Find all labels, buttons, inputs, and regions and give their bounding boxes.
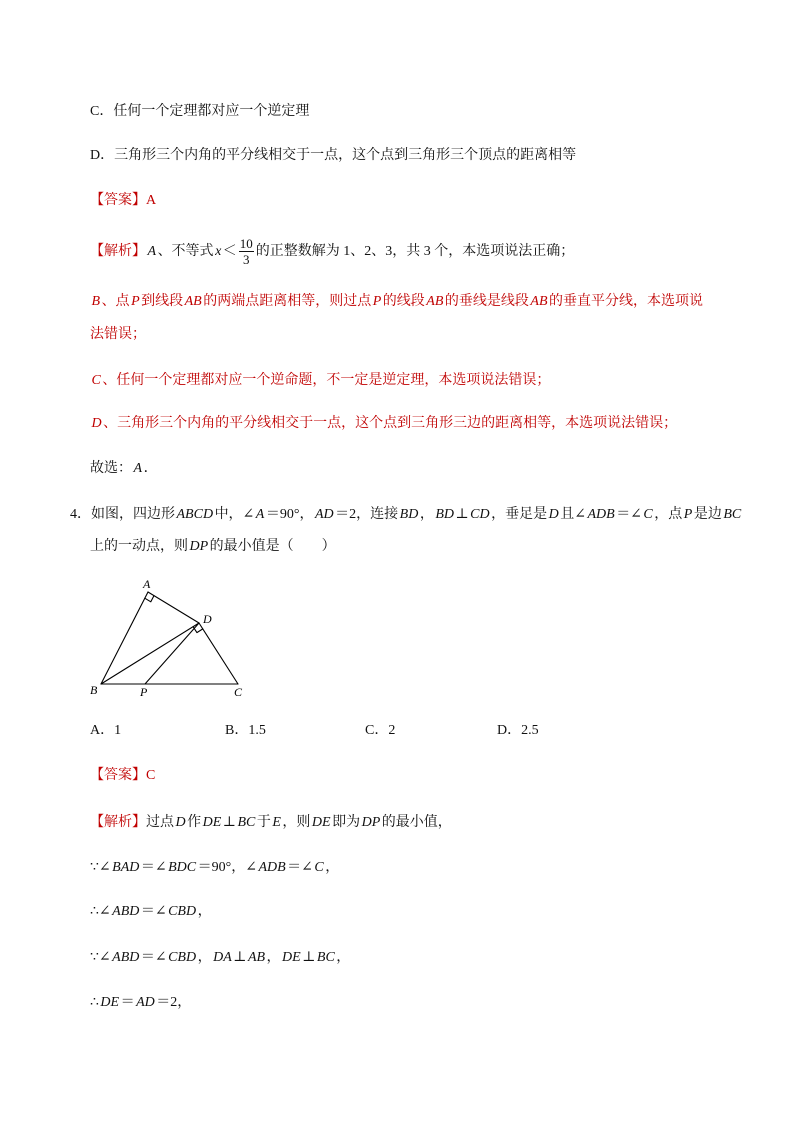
q4-option-b: B．1.5 xyxy=(225,723,266,738)
q3-analysis-b-continued: 法错误； xyxy=(90,327,146,342)
math-variable: P xyxy=(372,294,382,309)
text-run: ，垂足是 xyxy=(491,507,548,522)
text-run: ＝90°， xyxy=(265,507,314,522)
segment-ad xyxy=(148,592,199,623)
vertex-label-c: C xyxy=(234,685,243,699)
text-run: ，点 xyxy=(654,507,683,522)
answer-value: A xyxy=(146,193,157,208)
math-variable: DE xyxy=(100,995,120,1010)
segment-dp xyxy=(145,623,199,684)
point-label-p: P xyxy=(140,685,148,699)
text-run: 且∠ xyxy=(560,507,586,522)
text-run: ＝∠ xyxy=(140,950,167,965)
text-run: 的线段 xyxy=(382,294,425,309)
text-run: ⊥ xyxy=(233,950,247,965)
math-variable: DE xyxy=(311,815,331,830)
math-variable: C xyxy=(91,373,101,388)
math-variable: ABD xyxy=(112,950,140,965)
text-run: ∵∠ xyxy=(90,860,111,875)
segment-ab xyxy=(101,592,148,684)
math-variable: AB xyxy=(426,294,444,309)
math-variable: A xyxy=(255,507,265,522)
q4-stem-line-1 xyxy=(70,505,743,525)
text-run: 过点 xyxy=(146,815,174,830)
text-run: 上的一动点，则 xyxy=(90,539,188,554)
math-variable: C xyxy=(314,860,324,875)
vertex-label-a: A xyxy=(143,577,151,591)
text-run: ＝∠ xyxy=(616,507,642,522)
math-variable: x xyxy=(215,244,222,259)
math-variable: BDC xyxy=(168,860,197,875)
math-variable: BC xyxy=(316,950,335,965)
text-run: ，则 xyxy=(282,815,311,830)
q4-step-3 xyxy=(90,948,350,968)
math-variable: AD xyxy=(314,507,334,522)
math-variable: CD xyxy=(470,507,490,522)
math-variable: B xyxy=(91,294,101,309)
text-run: 4．如图，四边形 xyxy=(70,507,175,522)
math-variable: P xyxy=(683,507,693,522)
vertex-label-b: B xyxy=(90,683,98,697)
text-run: ＝90°，∠ xyxy=(197,860,257,875)
math-variable: DA xyxy=(213,950,232,965)
answer-label: 【答案】 xyxy=(90,768,146,783)
text-run: ⊥ xyxy=(222,815,236,830)
text-run: 是边 xyxy=(693,507,722,522)
math-variable: BC xyxy=(237,815,256,830)
q3-analysis-b xyxy=(90,292,703,312)
text-run: 的最小值， xyxy=(381,815,452,830)
math-variable: AB xyxy=(530,294,548,309)
text-run: ∵∠ xyxy=(90,950,111,965)
math-variable: A xyxy=(147,244,157,259)
text-run: 、三角形三个内角的平分线相交于一点，这个点到三角形三边的距离相等，本选项说法错误； xyxy=(103,416,678,431)
analysis-1-text xyxy=(146,815,452,830)
text-run: ＝∠ xyxy=(287,860,313,875)
text-run: 到线段 xyxy=(141,294,184,309)
text-run: 、点 xyxy=(101,294,130,309)
analysis-label: 【解析】 xyxy=(90,244,146,259)
text-run: ＝2， xyxy=(156,995,192,1010)
text-run: ∴∠ xyxy=(90,904,111,919)
q3-option-c: C．任何一个定理都对应一个逆定理 xyxy=(90,104,310,119)
segment-dc xyxy=(199,623,238,684)
math-variable: D xyxy=(91,416,102,431)
q4-stem-line-2 xyxy=(90,537,336,557)
text-run: ＝2，连接 xyxy=(335,507,399,522)
q3-option-d: D．三角形三个内角的平分线相交于一点，这个点到三角形三个顶点的距离相等 xyxy=(90,148,577,163)
text-run: ， xyxy=(197,904,212,919)
math-variable: AB xyxy=(247,950,266,965)
math-variable: AD xyxy=(136,995,155,1010)
math-variable: BD xyxy=(435,507,454,522)
math-variable: ADB xyxy=(587,507,615,522)
text-run: 的垂线是线段 xyxy=(444,294,529,309)
q3-analysis-c xyxy=(90,371,550,391)
segment-bd xyxy=(101,623,199,684)
text-run: ， xyxy=(325,860,340,875)
q4-step-2 xyxy=(90,902,212,922)
text-run: ＝∠ xyxy=(140,904,167,919)
math-variable: CBD xyxy=(168,904,197,919)
q3-conclusion xyxy=(90,459,158,479)
q4-answer xyxy=(90,766,155,786)
math-variable: D xyxy=(175,815,186,830)
math-variable: BAD xyxy=(112,860,140,875)
q4-option-c: C．2 xyxy=(365,723,396,738)
analysis-a-text xyxy=(146,236,575,268)
math-variable: DE xyxy=(282,950,301,965)
text-run: 的最小值是（ ） xyxy=(209,539,336,554)
math-variable: BC xyxy=(723,507,742,522)
math-variable: DP xyxy=(189,539,209,554)
math-variable: ABCD xyxy=(176,507,214,522)
text-run: ∴ xyxy=(90,995,99,1010)
text-run: ＝ xyxy=(120,995,135,1010)
text-run: ＝∠ xyxy=(140,860,167,875)
text-run: ． xyxy=(143,461,158,476)
text-run: 中，∠ xyxy=(214,507,255,522)
math-variable: AB xyxy=(184,294,202,309)
math-variable: A xyxy=(133,461,143,476)
math-variable: DE xyxy=(202,815,222,830)
text-run: 故选： xyxy=(90,461,132,476)
q3-analysis-a xyxy=(90,236,575,268)
text-run: 的垂直平分线，本选项说 xyxy=(549,294,704,309)
math-variable: ADB xyxy=(258,860,286,875)
q4-step-1 xyxy=(90,858,339,878)
text-run: ⊥ xyxy=(455,507,469,522)
math-variable: BD xyxy=(399,507,419,522)
answer-label: 【答案】 xyxy=(90,193,146,208)
text-run: ， xyxy=(336,950,351,965)
text-run: ⊥ xyxy=(302,950,316,965)
text-run: ＜ xyxy=(222,244,237,259)
text-run: 于 xyxy=(256,815,271,830)
math-variable: E xyxy=(272,815,281,830)
analysis-label: 【解析】 xyxy=(90,815,146,830)
text-run: 的两端点距离相等，则过点 xyxy=(203,294,372,309)
q4-option-d: D．2.5 xyxy=(497,723,539,738)
text-run: 的正整数解为 1、2、3，共 3 个，本选项说法正确； xyxy=(255,244,575,259)
math-variable: ABD xyxy=(112,904,140,919)
math-variable: CBD xyxy=(168,950,197,965)
answer-value: C xyxy=(146,768,156,783)
text-run: 、不等式 xyxy=(157,244,214,259)
text-run: 即为 xyxy=(332,815,361,830)
text-run: ， xyxy=(419,507,434,522)
text-run: 、任何一个定理都对应一个逆命题，不一定是逆定理，本选项说法错误； xyxy=(102,373,551,388)
q4-step-4 xyxy=(90,993,191,1013)
quadrilateral-figure xyxy=(85,575,255,700)
fraction-numerator: 10 xyxy=(239,236,253,252)
q3-answer xyxy=(90,191,156,211)
text-run: ， xyxy=(197,950,212,965)
text-run: 作 xyxy=(187,815,202,830)
q4-option-a: A．1 xyxy=(90,723,122,738)
text-run: ， xyxy=(266,950,281,965)
fraction-denominator: 3 xyxy=(243,252,250,268)
math-variable: C xyxy=(643,507,653,522)
vertex-label-d: D xyxy=(203,612,212,626)
fraction xyxy=(239,236,254,267)
math-variable: D xyxy=(548,507,559,522)
math-variable: DP xyxy=(361,815,381,830)
q4-analysis-1 xyxy=(90,813,452,833)
math-variable: P xyxy=(131,294,140,309)
q3-analysis-d xyxy=(90,414,677,434)
